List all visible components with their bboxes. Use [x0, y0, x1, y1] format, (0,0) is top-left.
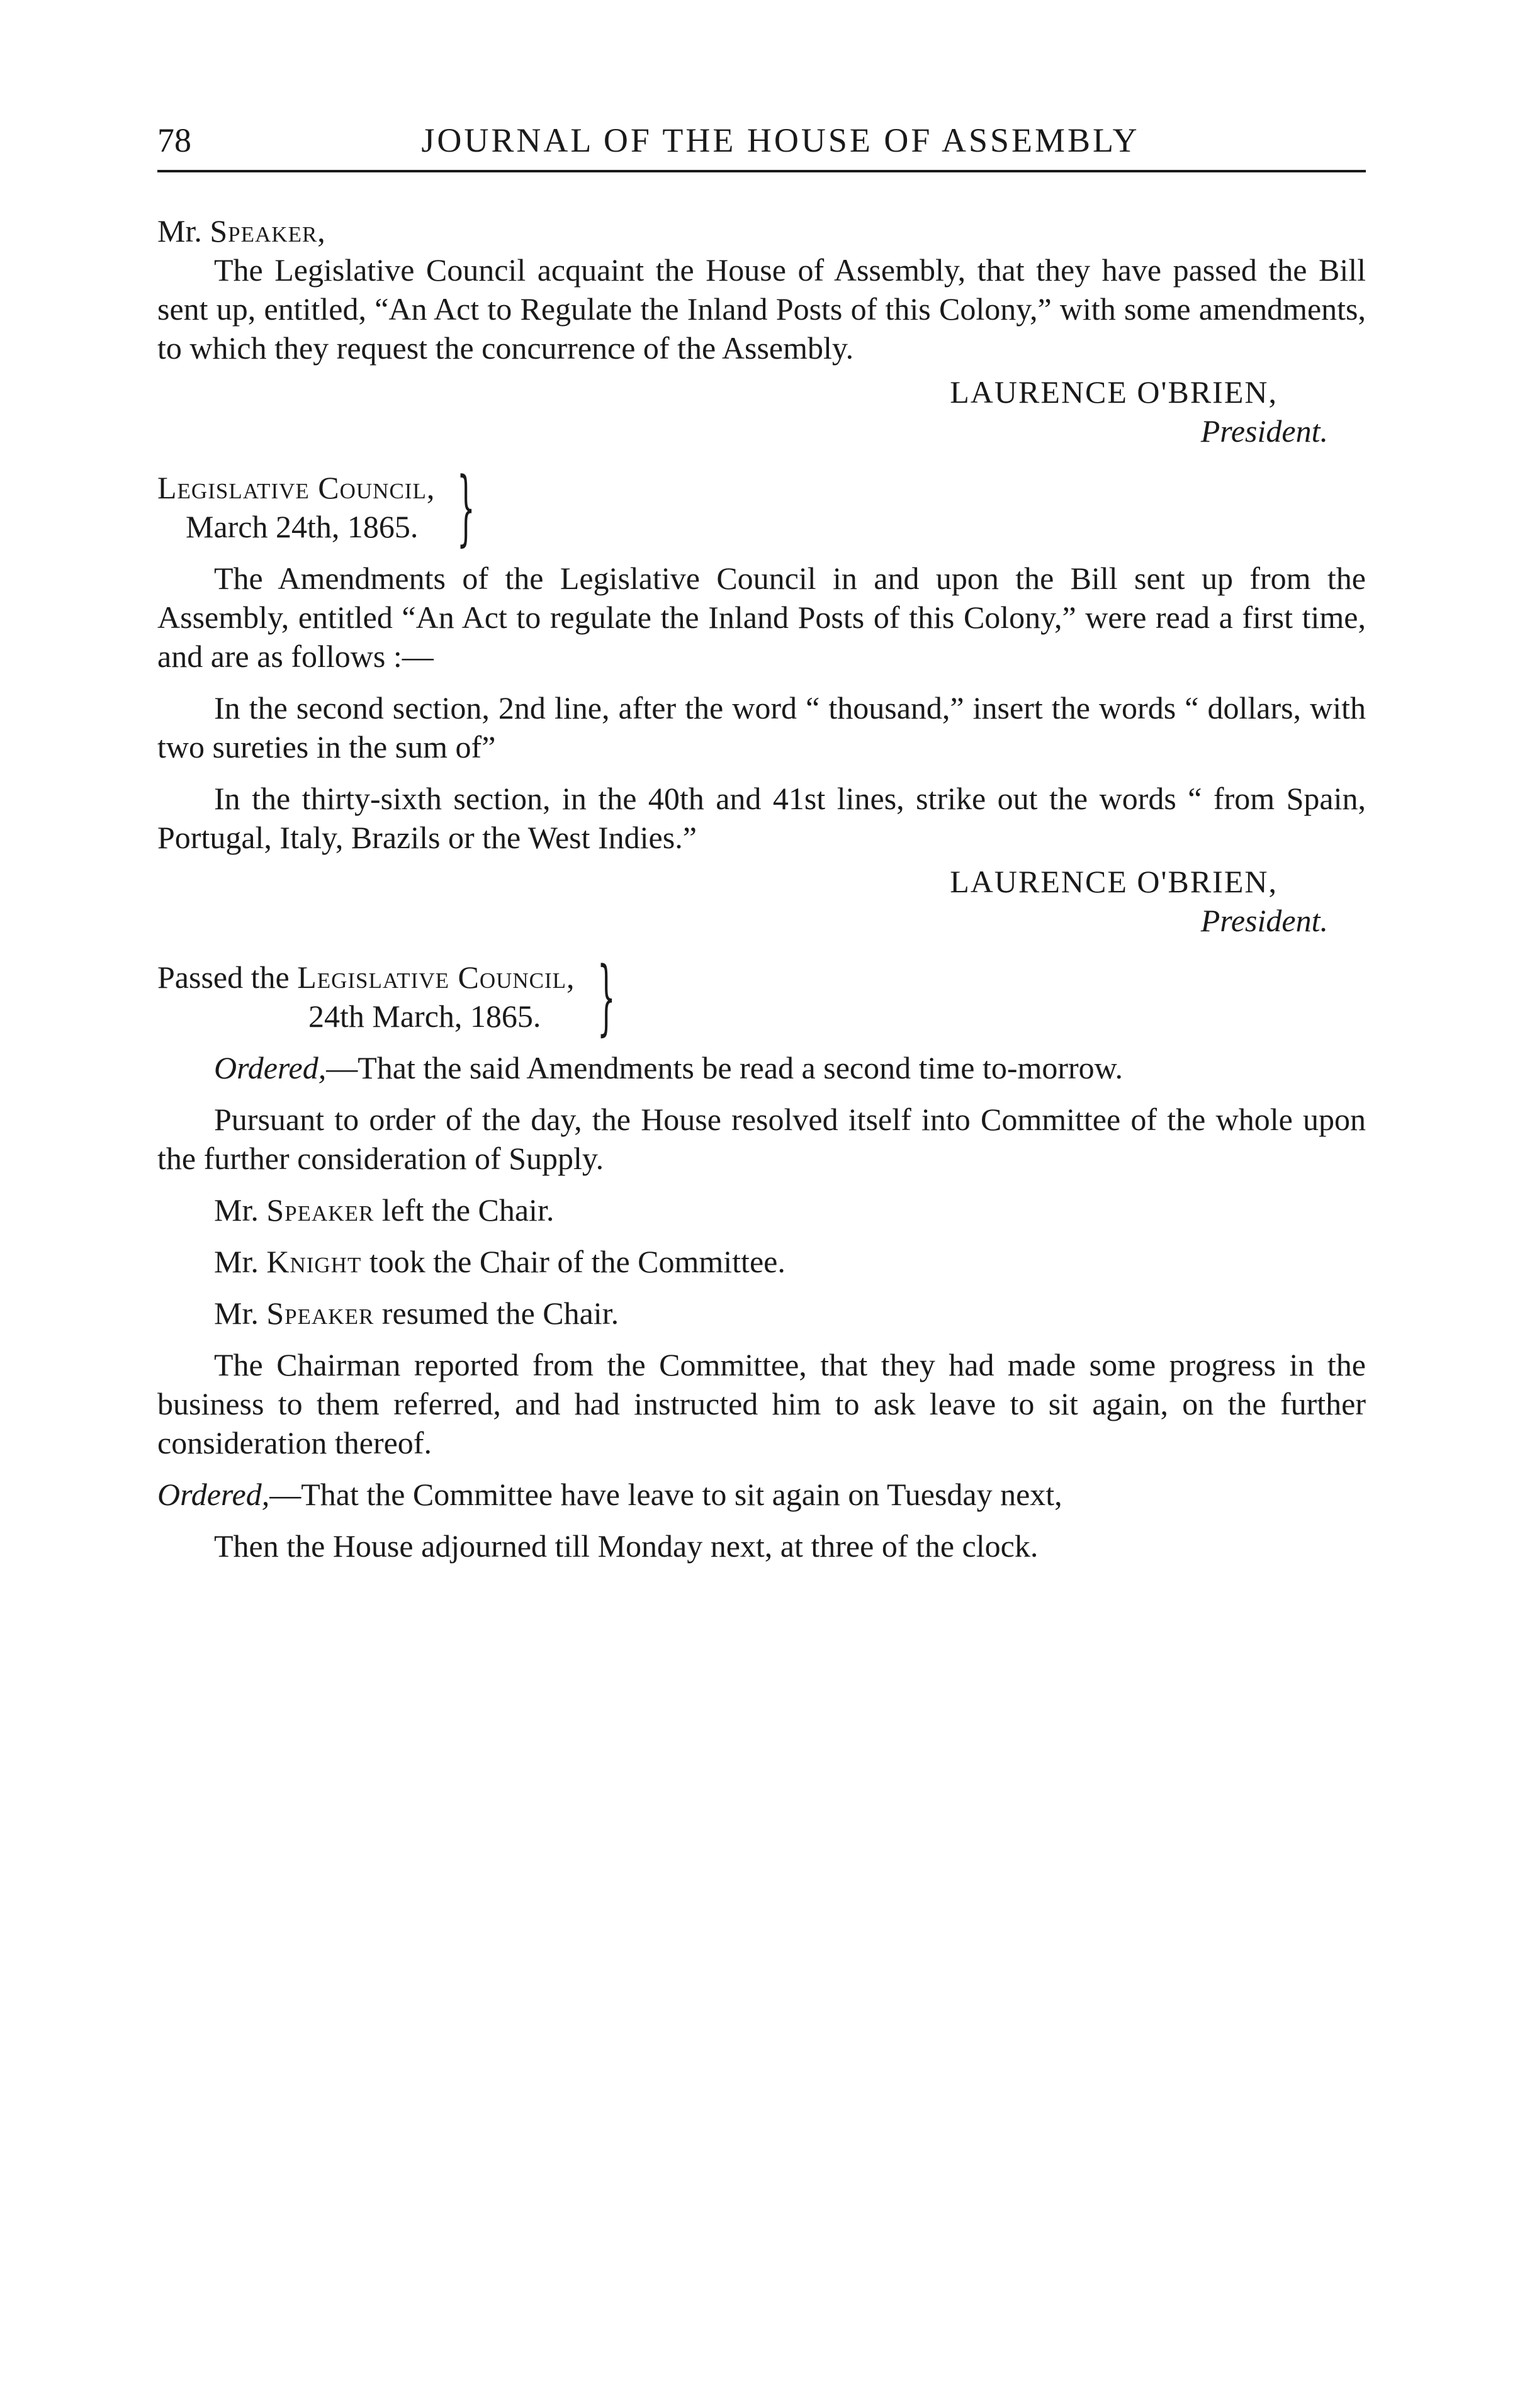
running-head [157, 107, 1366, 164]
passed-date: 24th March, 1865. [308, 999, 541, 1034]
council-signature-title: President. [1200, 413, 1328, 449]
ordered-second-reading [157, 1048, 1366, 1087]
speaker-name: Speaker [266, 1192, 375, 1228]
journal-page [157, 107, 1366, 1565]
ordered-sit-again [157, 1475, 1366, 1514]
amendment-item-2: In the thirty-sixth section, in the 40th and 41st lines, strike out the words “ from Spain, Portugal, Italy, Brazils or the West Indies.” [157, 781, 1366, 855]
ordered-text: —That the Committee have leave to sit again on Tuesday next, [269, 1477, 1062, 1512]
dateline-place: Legislative Council, [157, 470, 436, 505]
chairman-report: The Chairman reported from the Committee, that they had made some progress in the business to them referred, and had instructed him to ask leave to sit again, on the further consideration thereof. [157, 1347, 1366, 1460]
committee-paragraph: Pursuant to order of the day, the House resolved itself into Committee of the whole upon the further consideration of Supply. [157, 1102, 1366, 1176]
ordered-label: Ordered, [214, 1050, 327, 1085]
salutation-name: Speaker, [210, 213, 326, 249]
speaker-name: Speaker [266, 1296, 375, 1331]
council-message-body: The Legislative Council acquaint the House of Assembly, that they have passed the Bill sent up, entitled, “An Act to Regulate the Inland Posts of this Colony,” with some amendments, to which they request the concurrence of the Assembly. [157, 252, 1366, 366]
amendments-signature-title: President. [1200, 903, 1328, 938]
council-dateline [157, 459, 1366, 555]
message-salutation [157, 211, 1366, 250]
speaker-resumed-line: Mr. Speaker resumed the Chair. [214, 1296, 619, 1331]
page-number: 78 [157, 121, 191, 159]
passed-brace: } [597, 949, 616, 1044]
passed-prefix: Passed the [157, 960, 290, 995]
ordered-text: —That the said Amendments be read a second time to-morrow. [326, 1050, 1124, 1085]
adjournment-line: Then the House adjourned till Monday next, at three of the clock. [214, 1528, 1039, 1564]
council-signature: LAURENCE O'BRIEN, [950, 374, 1278, 410]
header-rule [157, 170, 1366, 172]
page-title: JOURNAL OF THE HOUSE OF ASSEMBLY [421, 121, 1140, 159]
amendment-item-1: In the second section, 2nd line, after the word “ thousand,” insert the words “ dollars, with two sureties in the sum of” [157, 690, 1366, 764]
amendments-signature: LAURENCE O'BRIEN, [950, 864, 1278, 899]
dateline-date: March 24th, 1865. [186, 509, 419, 544]
passed-body: Legislative Council, [297, 960, 575, 995]
salutation-prefix: Mr. [157, 213, 202, 249]
speaker-left-line: Mr. Speaker left the Chair. [214, 1192, 555, 1228]
amendments-intro: The Amendments of the Legislative Council in and upon the Bill sent up from the Assembly, entitled “An Act to regulate the Inland Posts of this Colony,” were read a first time, and are as follows :— [157, 561, 1366, 674]
passed-dateline [157, 949, 1366, 1044]
ordered-label: Ordered, [157, 1477, 270, 1512]
knight-line: Mr. Knight took the Chair of the Committee. [214, 1244, 786, 1279]
dateline-brace: } [457, 459, 476, 555]
knight-name: Knight [266, 1244, 362, 1279]
